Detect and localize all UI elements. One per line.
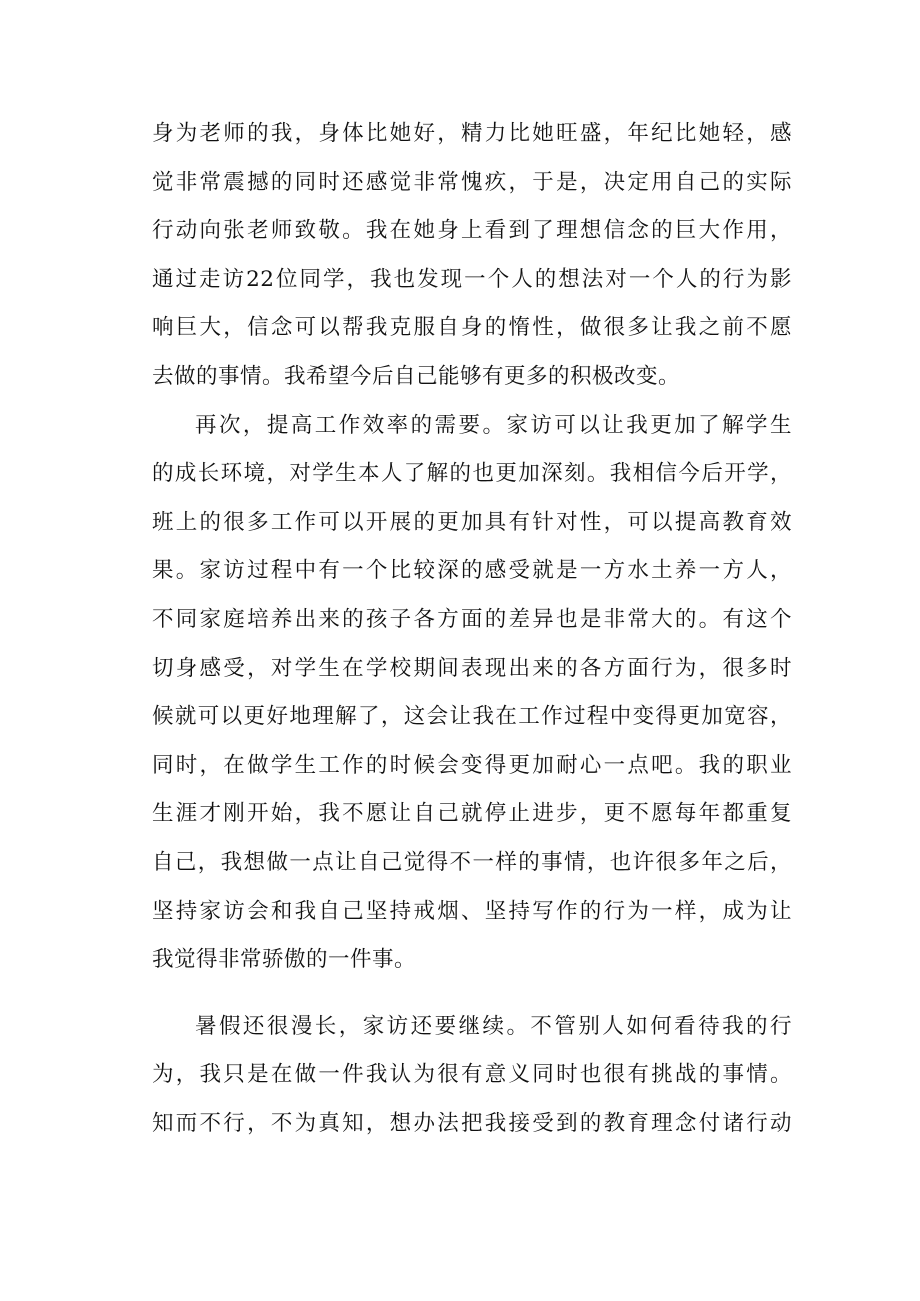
paragraph-1 <box>152 110 792 402</box>
text-line: 再次，提高工作效率的需要。家访可以让我更加了解学生 <box>195 412 792 438</box>
text-line: 我觉得非常骄傲的一件事。 <box>152 947 417 973</box>
text-line: 暑假还很漫长，家访还要继续。不管别人如何看待我的行 <box>195 1013 792 1039</box>
text-line: 通过走访22位同学，我也发现一个人的想法对一个人的行为影 <box>152 266 792 292</box>
text-line: 的成长环境，对学生本人了解的也更加深刻。我相信今后开学， <box>152 461 792 487</box>
text-line: 不同家庭培养出来的孩子各方面的差异也是非常大的。有这个 <box>152 606 792 632</box>
text-line: 果。家访过程中有一个比较深的感受就是一方水土养一方人， <box>152 558 792 584</box>
text-line: 班上的很多工作可以开展的更加具有针对性，可以提高教育效 <box>152 509 792 535</box>
text-line: 去做的事情。我希望今后自己能够有更多的积极改变。 <box>152 363 681 389</box>
text-line: 行动向张老师致敬。我在她身上看到了理想信念的巨大作用， <box>152 218 792 244</box>
text-line: 切身感受，对学生在学校期间表现出来的各方面行为，很多时 <box>152 655 792 681</box>
text-line: 坚持家访会和我自己坚持戒烟、坚持写作的行为一样，成为让 <box>152 898 792 924</box>
text-line: 为，我只是在做一件我认为很有意义同时也很有挑战的事情。 <box>152 1062 792 1088</box>
paragraph-2 <box>152 402 792 985</box>
text-line: 自己，我想做一点让自己觉得不一样的事情，也许很多年之后， <box>152 849 792 875</box>
text-line: 知而不行，不为真知，想办法把我接受到的教育理念付诸行动 <box>152 1110 792 1136</box>
text-line: 响巨大，信念可以帮我克服自身的惰性，做很多让我之前不愿 <box>152 315 792 341</box>
text-line: 身为老师的我，身体比她好，精力比她旺盛，年纪比她轻，感 <box>152 121 792 146</box>
text-line: 生涯才刚开始，我不愿让自己就停止进步，更不愿每年都重复 <box>152 801 792 827</box>
text-line: 觉非常震撼的同时还感觉非常愧疚，于是，决定用自己的实际 <box>152 169 792 195</box>
text-line: 同时，在做学生工作的时候会变得更加耐心一点吧。我的职业 <box>152 752 792 778</box>
paragraph-3 <box>152 1003 792 1149</box>
body-text <box>152 110 792 1148</box>
paragraph-spacer <box>152 985 792 1003</box>
text-line: 候就可以更好地理解了，这会让我在工作过程中变得更加宽容， <box>152 704 792 730</box>
